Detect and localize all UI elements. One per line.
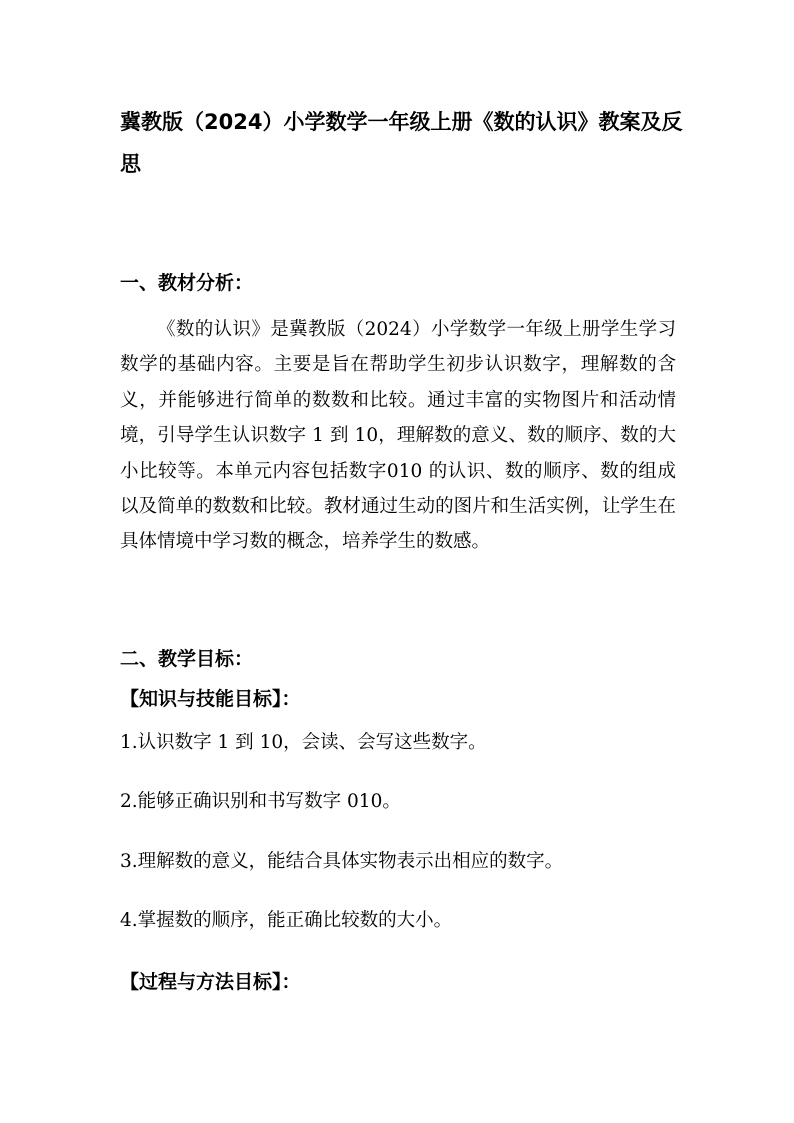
section-heading-textbook-analysis: 一、教材分析：: [120, 272, 254, 294]
document-title: 冀教版（2024）小学数学一年级上册《数的认识》教案及反思: [120, 110, 683, 176]
goal-list-item: 2.能够正确识别和书写数字 010。: [120, 791, 401, 812]
textbook-analysis-paragraph: 《数的认识》是冀教版（2024）小学数学一年级上册学生学习数学的基础内容。主要是旨在帮助学生初步认识数字，理解数的含义，并能够进行简单的数数和比较。通过丰富的实物图片和活动情境，引导学生认识数字 1 到 10，理解数的意义、数的顺序、数的大小比较等。本单元内容包括数字010 的认识、数的顺序、数的组成以及简单的数数和比较。教材通过生动的图片和生活实例，让学生在具体情境中学习数的概念，培养学生的数感。: [120, 319, 676, 553]
goal-list-item: 4.掌握数的顺序，能正确比较数的大小。: [120, 910, 453, 931]
subsection-heading-knowledge-skills: 【知识与技能目标】：: [120, 688, 301, 710]
goal-list-item: 1.认识数字 1 到 10，会读、会写这些数字。: [120, 732, 487, 753]
section-heading-teaching-goals: 二、教学目标：: [120, 648, 254, 670]
subsection-heading-process-methods: 【过程与方法目标】：: [120, 971, 301, 993]
goal-list-item: 3.理解数的意义，能结合具体实物表示出相应的数字。: [120, 851, 564, 872]
